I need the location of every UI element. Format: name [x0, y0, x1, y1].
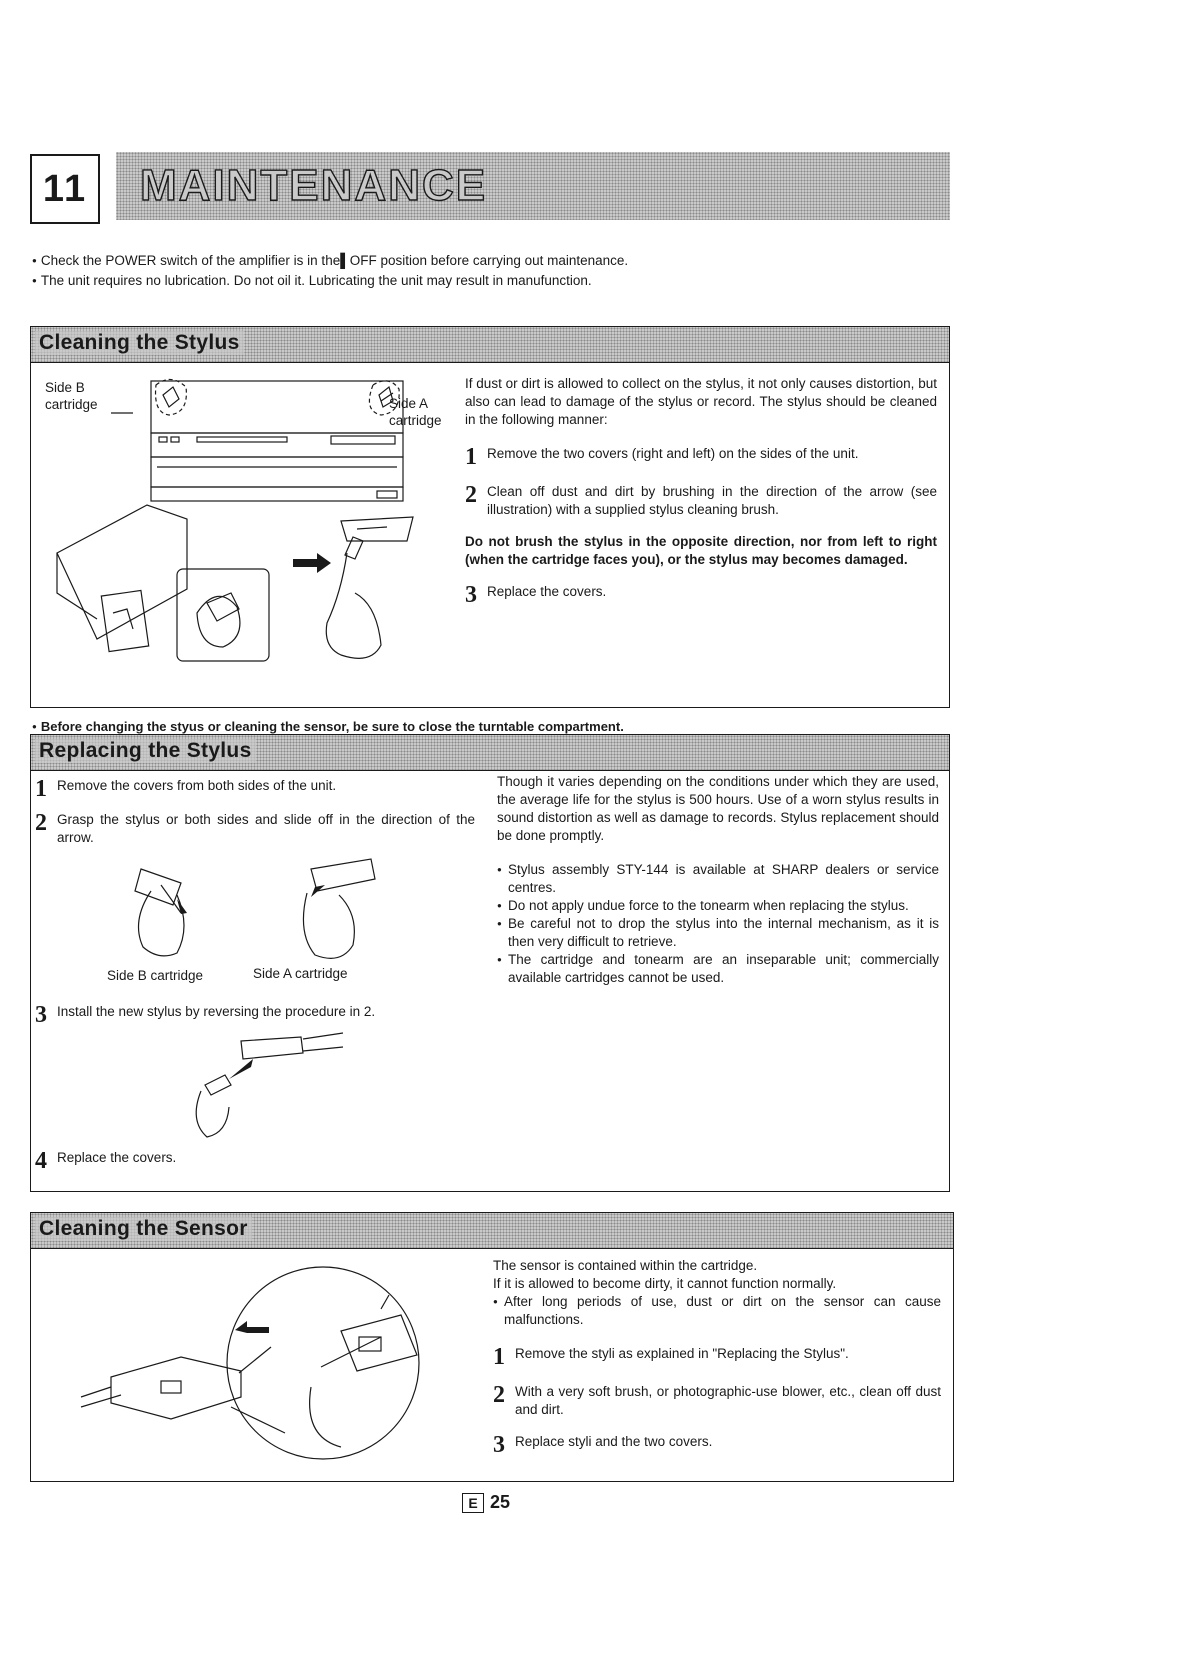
step-text: Replace the covers. [487, 584, 607, 599]
label-line: Side A [389, 396, 429, 411]
section-header [31, 327, 949, 363]
chapter-number: 11 [30, 154, 100, 224]
step-number: 2 [35, 810, 47, 836]
step-number: 2 [465, 482, 477, 508]
replacing-step-4 [35, 1149, 475, 1187]
step-number: 4 [35, 1148, 47, 1174]
step-text: Remove the two covers (right and left) on the sides of the unit. [487, 446, 859, 461]
step [35, 777, 475, 801]
stylus-removal-illustration [111, 855, 411, 965]
section-header [31, 735, 949, 771]
step-number: 1 [493, 1344, 505, 1370]
list-item: ● Stylus assembly STY-144 is available at SHARP dealers or service centres. [497, 861, 939, 897]
notes-list [493, 1293, 941, 1329]
step-text: Replace the covers. [57, 1150, 177, 1165]
intro-bullets [32, 252, 932, 292]
replacing-steps-top [35, 777, 475, 861]
arrow-left-icon [293, 553, 331, 573]
intro-bullet: ● Check the POWER switch of the amplifier is in the▌OFF position before carrying out maintenance. [32, 252, 932, 272]
turntable-note: ● Before changing the styus or cleaning the sensor, be sure to close the turntable compartment. [32, 719, 624, 734]
section-header [31, 1213, 953, 1249]
step [493, 1383, 941, 1419]
intro-bullet: ● The unit requires no lubrication. Do not oil it. Lubricating the unit may result in manufunction. [32, 272, 932, 292]
caption-side-b: Side B cartridge [107, 968, 204, 983]
step-number: 1 [465, 444, 477, 470]
section-title: Cleaning the Stylus [35, 331, 244, 355]
cleaning-stylus-text [465, 375, 937, 621]
step [35, 811, 475, 847]
label-line: cartridge [389, 413, 442, 428]
step-number: 3 [465, 582, 477, 608]
step [493, 1345, 941, 1369]
list-item: ● The cartridge and tonearm are an inseparable unit; commercially available cartridges cannot be used. [497, 951, 939, 987]
turntable-illustration [111, 373, 411, 503]
list-item: ● Be careful not to drop the stylus into the internal mechanism, as it is then very difficult to retrieve. [497, 915, 939, 951]
section-replacing-stylus [30, 734, 950, 1192]
chapter-title: MAINTENANCE [140, 161, 488, 210]
arrow-icon [229, 1059, 253, 1079]
step-text: Remove the covers from both sides of the unit. [57, 778, 337, 793]
section-title: Cleaning the Sensor [35, 1217, 252, 1241]
list-item: ● After long periods of use, dust or dirt on the sensor can cause malfunctions. [493, 1293, 941, 1329]
cleaning-sensor-text [493, 1257, 941, 1471]
arrow-left-icon [235, 1321, 269, 1333]
step-text: Grasp the stylus or both sides and slide off in the direction of the arrow. [57, 812, 475, 845]
step [493, 1433, 941, 1457]
paragraph: The sensor is contained within the cartridge. [493, 1258, 758, 1273]
section-title: Replacing the Stylus [35, 739, 256, 763]
caption-side-a: Side A cartridge [253, 966, 348, 981]
paragraph: If dust or dirt is allowed to collect on the stylus, it not only causes distortion, but also can lead to damage of the stylus or record. The stylus should be cleaned in the following manner: [465, 376, 937, 427]
language-badge: E [462, 1493, 484, 1513]
chapter-banner [116, 152, 950, 220]
paragraph: Though it varies depending on the conditions under which they are used, the average life for the stylus is 500 hours. Use of a worn stylus results in sound distortion as well as damage to records. Stylus replacement should be done promptly. [497, 774, 939, 843]
step-number: 2 [493, 1382, 505, 1408]
warning-text: Do not brush the stylus in the opposite direction, nor from left to right (when the cartridge faces you), or the stylus may becomes damaged. [465, 534, 937, 567]
step-text: With a very soft brush, or photographic-use blower, etc., clean off dust and dirt. [515, 1384, 941, 1417]
step-number: 1 [35, 776, 47, 802]
step-text: Replace styli and the two covers. [515, 1434, 713, 1449]
step-text: Clean off dust and dirt by brushing in the direction of the arrow (see illustration) with a supplied stylus cleaning brush. [487, 484, 937, 517]
page-number: 25 [490, 1492, 511, 1512]
section-cleaning-stylus [30, 326, 950, 708]
sensor-cleaning-illustration [71, 1257, 461, 1479]
step-text: Install the new stylus by reversing the procedure in 2. [57, 1004, 376, 1019]
label-line: Side B [45, 380, 85, 395]
section-cleaning-sensor [30, 1212, 954, 1482]
step [35, 1003, 475, 1027]
label-side-b [45, 379, 98, 413]
brush-cleaning-illustration [47, 493, 417, 695]
label-line: cartridge [45, 397, 98, 412]
replacing-stylus-text [497, 773, 939, 987]
arrow-icon [177, 899, 187, 914]
step [35, 1149, 475, 1173]
list-item: ● Do not apply undue force to the tonearm when replacing the stylus. [497, 897, 939, 915]
step-number: 3 [493, 1432, 505, 1458]
step-number: 3 [35, 1002, 47, 1028]
notes-list [497, 861, 939, 987]
step-text: Remove the styli as explained in "Replacing the Stylus". [515, 1346, 849, 1361]
step [465, 445, 937, 469]
paragraph: If it is allowed to become dirty, it cannot function normally. [493, 1276, 837, 1291]
page-footer [462, 1492, 510, 1513]
arrow-icon [311, 885, 325, 897]
step [465, 483, 937, 519]
step [465, 583, 937, 607]
stylus-install-illustration [171, 1031, 351, 1141]
